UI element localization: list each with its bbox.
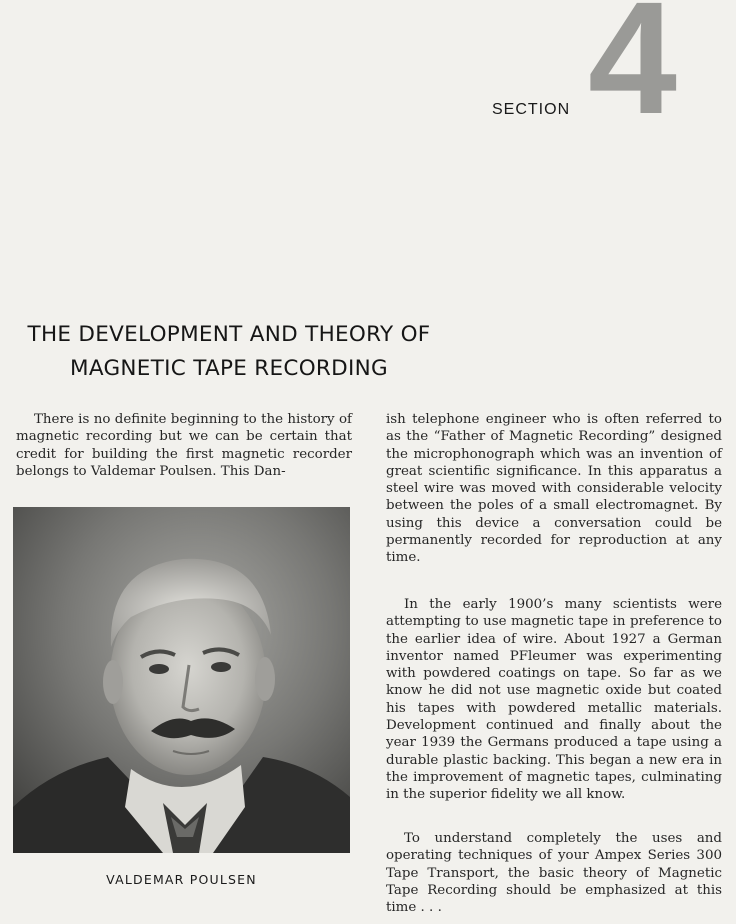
paragraph-poulsen: ish telephone engineer who is often referred to as the “Father of Magnetic Recording” designed the microphonograph which was an invention of great scientific significance. In this apparatus a steel wire was moved with considerable velocity between the poles of a small electromagnet. By using this device a conversation could be permanently recorded for reproduction at any time. xyxy=(386,412,722,566)
section-label: SECTION xyxy=(492,101,571,118)
paragraph-conclusion: To understand completely the uses and operating techniques of your Ampex Series 300 Tape Transport, the basic theory of Magnetic Tape Recording should be emphasized at this time . . . xyxy=(386,831,722,916)
title-line-1: THE DEVELOPMENT AND THEORY OF xyxy=(27,322,431,347)
photo-caption: VALDEMAR POULSEN xyxy=(106,872,257,887)
right-column-paragraph-2 xyxy=(386,596,722,804)
paragraph-history: In the early 1900’s many scientists were attempting to use magnetic tape in preference to the earlier idea of wire. About 1927 a German inventor named PFleumer was experimenting with powdered coatings on tape. So far as we know he did not use magnetic oxide but coated his tapes with powdered metallic materials. Development continued and finally about the year 1939 the Germans produced a tape using a durable plastic backing. This began a new era in the improvement of magnetic tapes, culminating in the superior fidelity we all know. xyxy=(386,597,722,803)
title-line-2: MAGNETIC TAPE RECORDING xyxy=(69,356,389,381)
right-column-paragraph-3 xyxy=(386,830,722,916)
section-number: 4 xyxy=(588,0,673,147)
page-title xyxy=(14,318,444,386)
portrait-photo xyxy=(13,507,350,853)
right-column-paragraph-1 xyxy=(386,411,722,567)
intro-paragraph: There is no definite beginning to the history of magnetic recording but we can be certain that credit for building the first magnetic recorder belongs to Valdemar Poulsen. This Dan- xyxy=(16,412,352,479)
left-column xyxy=(16,411,352,480)
